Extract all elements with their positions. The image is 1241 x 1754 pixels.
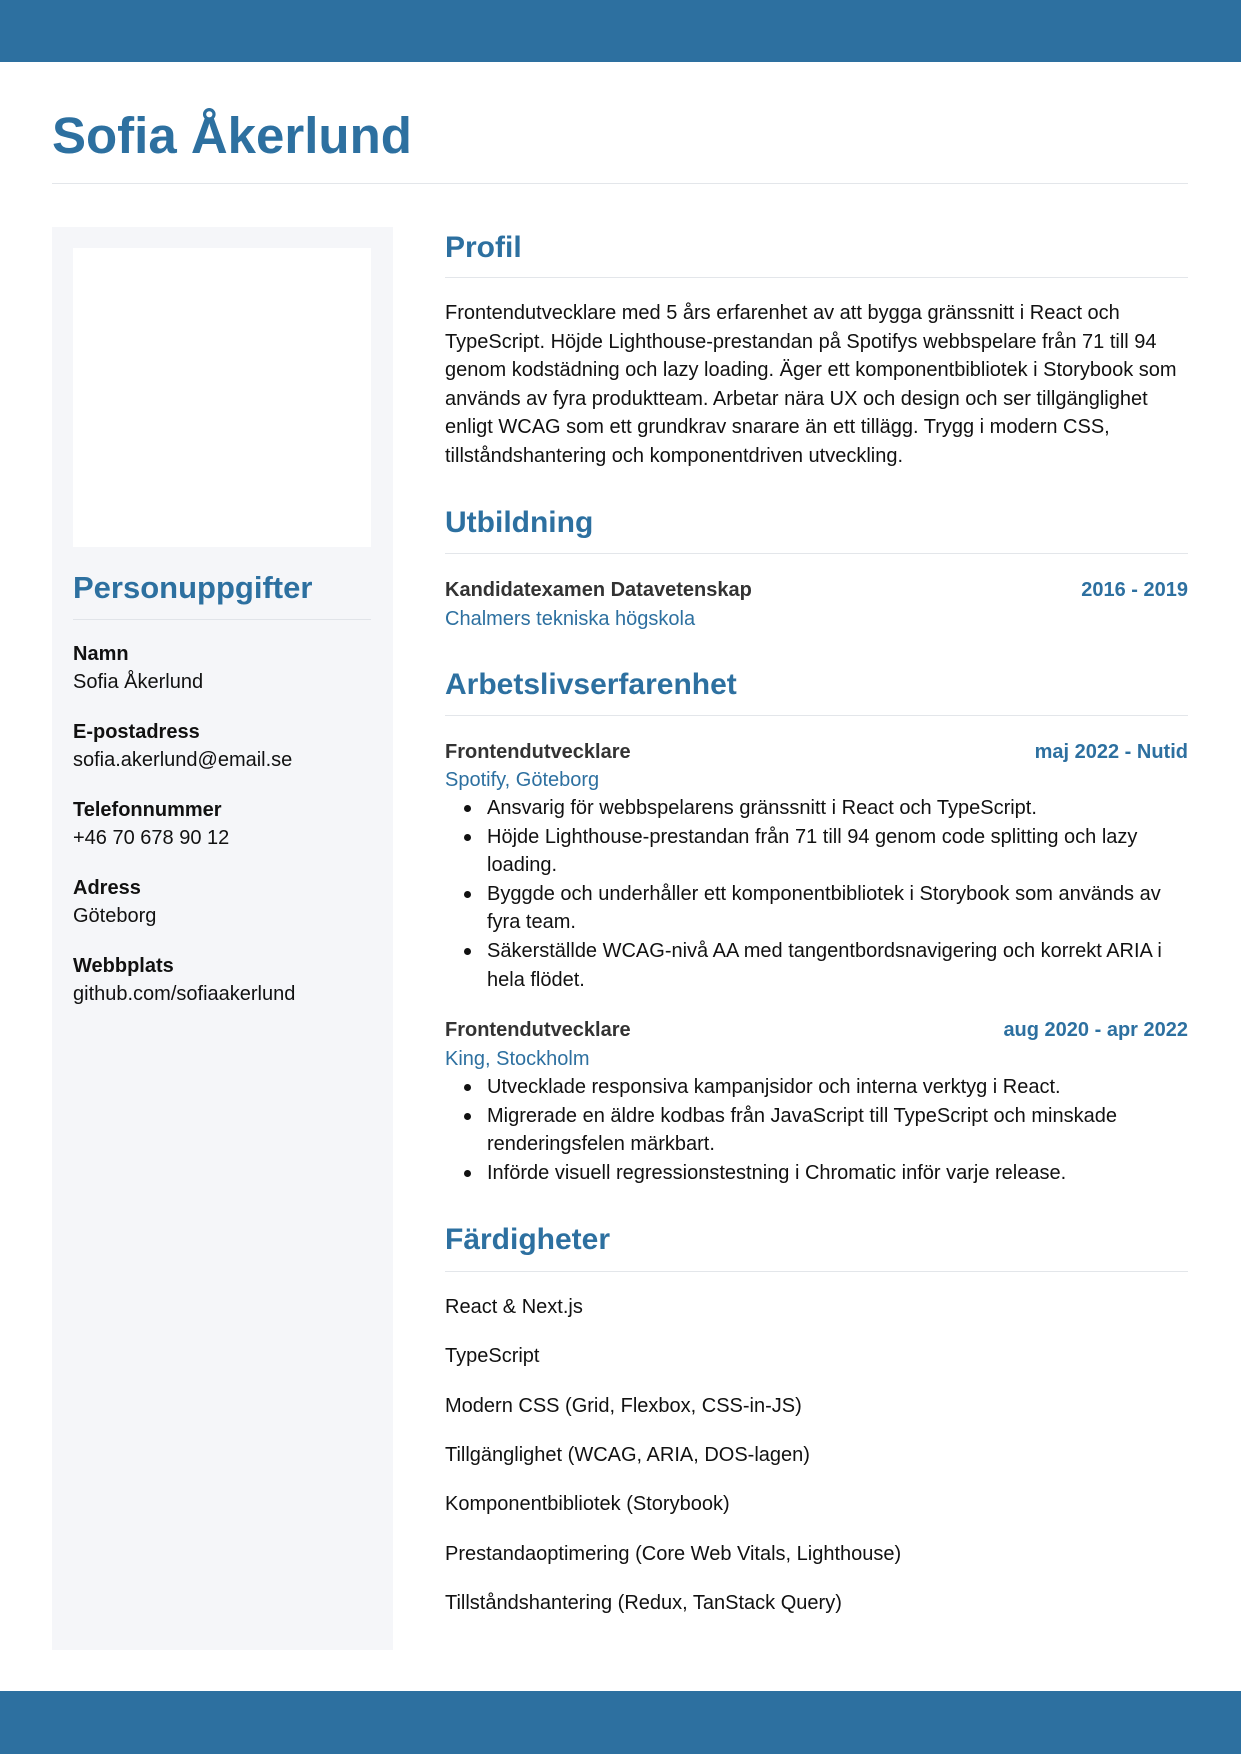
section-divider	[445, 553, 1188, 554]
field-value: Göteborg	[73, 905, 157, 927]
job-dates: aug 2020 - apr 2022	[1003, 1019, 1188, 1041]
field-phone	[73, 796, 371, 852]
field-label: Namn	[73, 643, 129, 665]
skill-item: React & Next.js	[445, 1296, 583, 1318]
skill-item: Tillståndshantering (Redux, TanStack Query)	[445, 1592, 842, 1614]
photo-placeholder	[73, 248, 371, 547]
job-dates: maj 2022 - Nutid	[1034, 741, 1188, 763]
list-item: Byggde och underhåller ett komponentbibliotek i Storybook som används av fyra team.	[445, 880, 1190, 937]
degree-title: Kandidatexamen Datavetenskap	[445, 579, 752, 601]
page-title: Sofia Åkerlund	[52, 107, 412, 164]
field-value: Sofia Åkerlund	[73, 671, 204, 693]
degree-dates: 2016 - 2019	[1081, 579, 1188, 601]
title-divider	[52, 183, 1188, 184]
sidebar	[52, 227, 393, 1650]
profile-text: Frontendutvecklare med 5 års erfarenhet av att bygga gränssnitt i React och TypeScript. Höjde Lighthouse-prestandan på Spotifys webbspelare från 71 till 94 genom kodstädning och lazy loading. Äger ett komponentbibliotek i Storybook som används av fyra produktteam. Arbetar nära UX och design och ser tillgänglighet enligt WCAG som ett grundkrav snarare än ett tillägg. Trygg i modern CSS, tillståndshantering och komponentdriven utveckling.	[445, 302, 1177, 467]
job-entry	[445, 1016, 1188, 1044]
job-title: Frontendutvecklare	[445, 1019, 631, 1041]
school-name: Chalmers tekniska högskola	[445, 608, 696, 630]
field-label: E-postadress	[73, 721, 200, 743]
section-heading-skills: Färdigheter	[445, 1223, 611, 1256]
section-heading-profile: Profil	[445, 231, 522, 264]
sidebar-divider	[73, 619, 371, 620]
skill-item: TypeScript	[445, 1345, 540, 1367]
skill-item: Prestandaoptimering (Core Web Vitals, Lighthouse)	[445, 1543, 902, 1565]
list-item: Säkerställde WCAG-nivå AA med tangentbordsnavigering och korrekt ARIA i hela flödet.	[445, 937, 1190, 994]
field-label: Adress	[73, 877, 141, 899]
section-heading-experience: Arbetslivserfarenhet	[445, 668, 737, 701]
field-value: +46 70 678 90 12	[73, 827, 230, 849]
field-label: Telefonnummer	[73, 799, 222, 821]
field-name	[73, 640, 371, 696]
job-bullets	[445, 1073, 1190, 1187]
list-item: Migrerade en äldre kodbas från JavaScript till TypeScript och minskade renderingsfelen märkbart.	[445, 1102, 1190, 1159]
job-bullets	[445, 794, 1190, 994]
header-band	[0, 0, 1241, 62]
field-email	[73, 718, 371, 774]
section-divider	[445, 277, 1188, 278]
section-divider	[445, 1271, 1188, 1272]
footer-band	[0, 1691, 1241, 1754]
list-item: Höjde Lighthouse-prestandan från 71 till 94 genom code splitting och lazy loading.	[445, 823, 1190, 880]
job-title: Frontendutvecklare	[445, 741, 631, 763]
field-address	[73, 874, 371, 930]
field-value: sofia.akerlund@email.se	[73, 749, 293, 771]
education-entry	[445, 576, 1188, 604]
job-entry	[445, 738, 1188, 766]
section-heading-education: Utbildning	[445, 506, 594, 539]
list-item: Ansvarig för webbspelarens gränssnitt i React och TypeScript.	[445, 794, 1190, 823]
list-item: Införde visuell regressionstestning i Chromatic inför varje release.	[445, 1159, 1190, 1188]
field-website	[73, 952, 371, 1008]
skill-item: Tillgänglighet (WCAG, ARIA, DOS-lagen)	[445, 1444, 810, 1466]
job-company: King, Stockholm	[445, 1048, 590, 1070]
section-divider	[445, 715, 1188, 716]
field-label: Webbplats	[73, 955, 174, 977]
sidebar-heading: Personuppgifter	[73, 570, 313, 605]
skill-item: Modern CSS (Grid, Flexbox, CSS-in-JS)	[445, 1395, 802, 1417]
field-value: github.com/sofiaakerlund	[73, 983, 296, 1005]
skill-item: Komponentbibliotek (Storybook)	[445, 1493, 730, 1515]
list-item: Utvecklade responsiva kampanjsidor och interna verktyg i React.	[445, 1073, 1190, 1102]
job-company: Spotify, Göteborg	[445, 769, 600, 791]
